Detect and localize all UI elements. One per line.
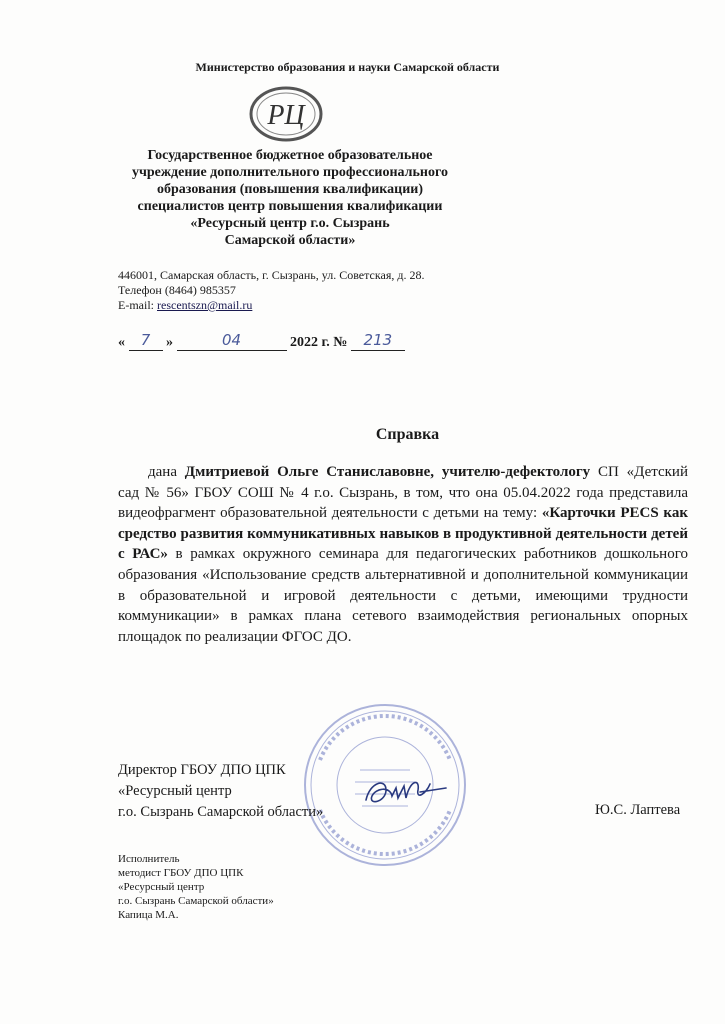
org-line: Государственное бюджетное образовательное [147,148,433,163]
number-field [351,331,405,351]
email-label: E-mail: [118,298,157,312]
address: 446001, Самарская область, г. Сызрань, ул. Советская, д. 28. [118,268,425,282]
year-value: 2022 г. [290,335,330,350]
document-title: Справка [375,426,440,443]
document-body [118,462,688,647]
body-text-2: СП «Детский сад № 56» ГБОУ СОШ № 4 г.о. Сызрань, в том, что она 05.04.2022 года представила видеофрагмент образовательной деятельности с детьми на тему: [118,464,688,522]
month-value: 04 [221,331,242,349]
org-line: образования (повышения квалификации) [157,182,423,197]
body-text-3: в рамках окружного семинара для педагогических работников дошкольного образования «Использование средств альтернативной и дополнительной коммуникации в образовательной и игровой деятельности с детьми, имеющими трудности коммуникации» в рамках плана сетевого взаимодействия региональных опорных площадок по реализации ФГОС ДО. [118,546,688,645]
handwritten-signature-icon [360,770,450,815]
executor-line: «Ресурсный центр [118,881,205,893]
email-link[interactable]: rescentszn@mail.ru [157,298,253,312]
phone: Телефон (8464) 985357 [118,283,236,297]
executor-block [118,852,274,922]
org-line: Самарской области» [224,233,356,248]
email-line [118,298,424,313]
recipient-name: Дмитриевой Ольге Станиславовне, учителю-дефектологу [184,464,591,480]
executor-line: г.о. Сызрань Самарской области» [118,895,274,907]
close-quote: » [166,335,173,350]
org-line: специалистов центр повышения квалификации [137,199,443,214]
organization-name [80,147,500,249]
signer-name: Ю.С. Лаптева [595,802,681,818]
number-value: 213 [363,331,393,349]
executor-line: Исполнитель [118,853,180,865]
ministry-name: Министерство образования и науки Самарской области [195,60,500,74]
signer-title-2: «Ресурсный центр [118,783,232,799]
signature-block [118,760,323,823]
executor-line: методист ГБОУ ДПО ЦПК [118,867,244,879]
day-value: 7 [140,331,151,349]
logo-icon [247,84,325,144]
body-text-1: дана [148,464,185,480]
signer-title-1: Директор ГБОУ ДПО ЦПК [118,762,286,778]
open-quote: « [118,335,125,350]
number-sign: № [333,335,348,350]
svg-text:РЦ: РЦ [267,100,305,131]
signer-title-3: г.о. Сызрань Самарской области» [118,804,324,820]
date-line [118,331,405,351]
org-line: «Ресурсный центр г.о. Сызрань [190,216,390,231]
month-field [177,331,287,351]
org-line: учреждение дополнительного профессионального [131,165,448,180]
executor-line: Капица М.А. [118,909,179,921]
topic-title: «Карточки PECS как средство развития коммуникативных навыков в продуктивной деятельности детей с РАС» [118,505,688,563]
contacts-block [118,268,424,313]
day-field [129,331,163,351]
